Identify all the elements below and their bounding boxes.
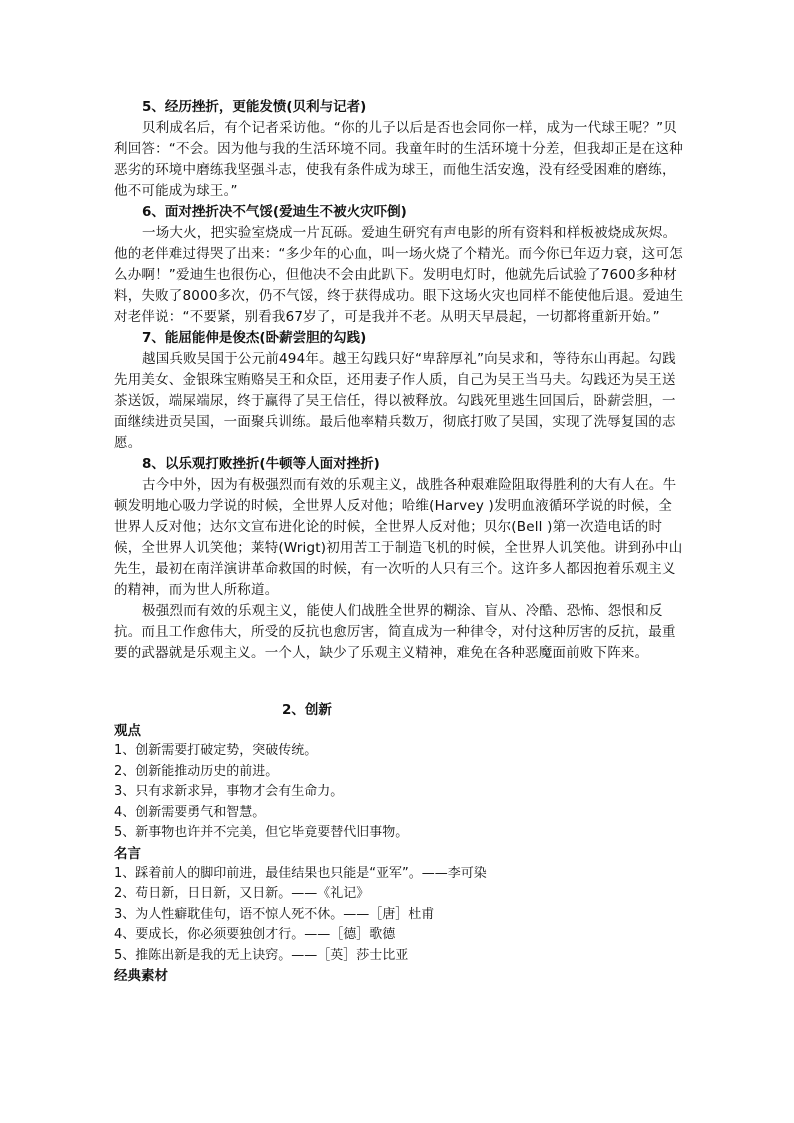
viewpoint-item: 3、只有求新求异，事物才会有生命力。 <box>114 784 344 799</box>
section-heading-5: 5、经历挫折，更能发愤(贝利与记者) <box>142 99 367 115</box>
quote-item: 5、推陈出新是我的无上诀窍。——［英］莎士比亚 <box>114 947 409 963</box>
quotes-label: 名言 <box>114 845 141 862</box>
paragraph: 极强烈而有效的乐观主义，能使人们战胜全世界的糊涂、盲从、冷酷、恐怖、怨恨和反抗。而且工作愈伟大，所受的反抗也愈厉害，简直成为一种律令，对付这种厉害的反抗，最重要的武器就是乐观主义。一个人，缺少了乐观主义精神，难免在各种恶魔面前败下阵来。 <box>114 603 676 661</box>
quote-item: 2、苟日新，日日新，又日新。——《礼记》 <box>114 886 370 901</box>
paragraph: 越国兵败吴国于公元前494年。越王勾践只好“卑辞厚礼”向吴求和，等待东山再起。勾践先用美女、金银珠宝贿赂吴王和众臣，还用妻子作人质，自己为吴王当马夫。勾践还为吴王送茶送饭，端屎端尿，终于赢得了吴王信任，得以被释放。勾践死里逃生回国后，卧薪尝胆，一面继续进贡吴国，一面聚兵训练。最后他率精兵数万，彻底打败了吴国，实现了洗辱复国的志愿。 <box>114 351 676 451</box>
quote-item: 3、为人性癖耽佳句，语不惊人死不休。——［唐］杜甫 <box>114 906 435 922</box>
paragraph: 古今中外，因为有极强烈而有效的乐观主义，战胜各种艰难险阻取得胜利的大有人在。牛顿发明地心吸力学说的时候，全世界人反对他；哈维(Harvey )发明血液循环学说的时候，全世界人反对他；达尔文宣布进化论的时候，全世界人反对他；贝尔(Bell )第一次造电话的时候，全世界人讥笑他；莱特(Wrigt)初用苦工于制造飞机的时候，全世界人讥笑他。讲到孙中山先生，最初在南洋演讲革命救国的时候，有一次听的人只有三个。这许多人都因抱着乐观主义的精神，而为世人所称道。 <box>114 477 683 598</box>
viewpoint-item: 5、新事物也许并不完美，但它毕竟要替代旧事物。 <box>114 825 409 840</box>
paragraph: 贝利成名后，有个记者采访他。“你的儿子以后是否也会同你一样，成为一代球王呢？”贝利回答：“不会。因为他与我的生活环境不同。我童年时的生活环境十分差，但我却正是在这种恶劣的环境中磨练我坚强斗志，使我有条件成为球王，而他生活安逸，没有经受困难的磨练，他不可能成为球王。” <box>114 120 683 199</box>
viewpoint-item: 4、创新需要勇气和智慧。 <box>114 804 266 820</box>
quote-item: 4、要成长，你必须要独创才行。——［德］歌德 <box>114 927 396 942</box>
innovation-title: 2、创新 <box>282 702 332 718</box>
quote-item: 1、踩着前人的脚印前进，最佳结果也只能是“亚军”。——李可染 <box>114 865 487 881</box>
materials-label: 经典素材 <box>114 968 168 984</box>
paragraph: 一场大火，把实验室烧成一片瓦砾。爱迪生研究有声电影的所有资料和样板被烧成灰烬。他的老伴难过得哭了出来：“多少年的心血，叫一场火烧了个精光。而今你已年迈力衰，这可怎么办啊！”爱迪生也很伤心，但他决不会由此趴下。发明电灯时，他就先后试验了7600多种材料，失败了8000多次，仍不气馁，终于获得成功。眼下这场火灾也同样不能使他后退。爱迪生对老伴说：“不要紧，别看我67岁了，可是我并不老。从明天早晨起，一切都将重新开始。” <box>114 225 684 325</box>
viewpoint-item: 2、创新能推动历史的前进。 <box>114 763 279 779</box>
section-heading-7: 7、能屈能伸是俊杰(卧薪尝胆的勾践) <box>142 330 367 346</box>
section-heading-8: 8、以乐观打败挫折(牛顿等人面对挫折) <box>142 456 380 472</box>
document-body <box>114 97 684 986</box>
section-heading-6: 6、面对挫折决不气馁(爱迪生不被火灾吓倒) <box>142 204 407 220</box>
viewpoint-item: 1、创新需要打破定势，突破传统。 <box>114 743 318 758</box>
viewpoints-label: 观点 <box>114 723 141 739</box>
